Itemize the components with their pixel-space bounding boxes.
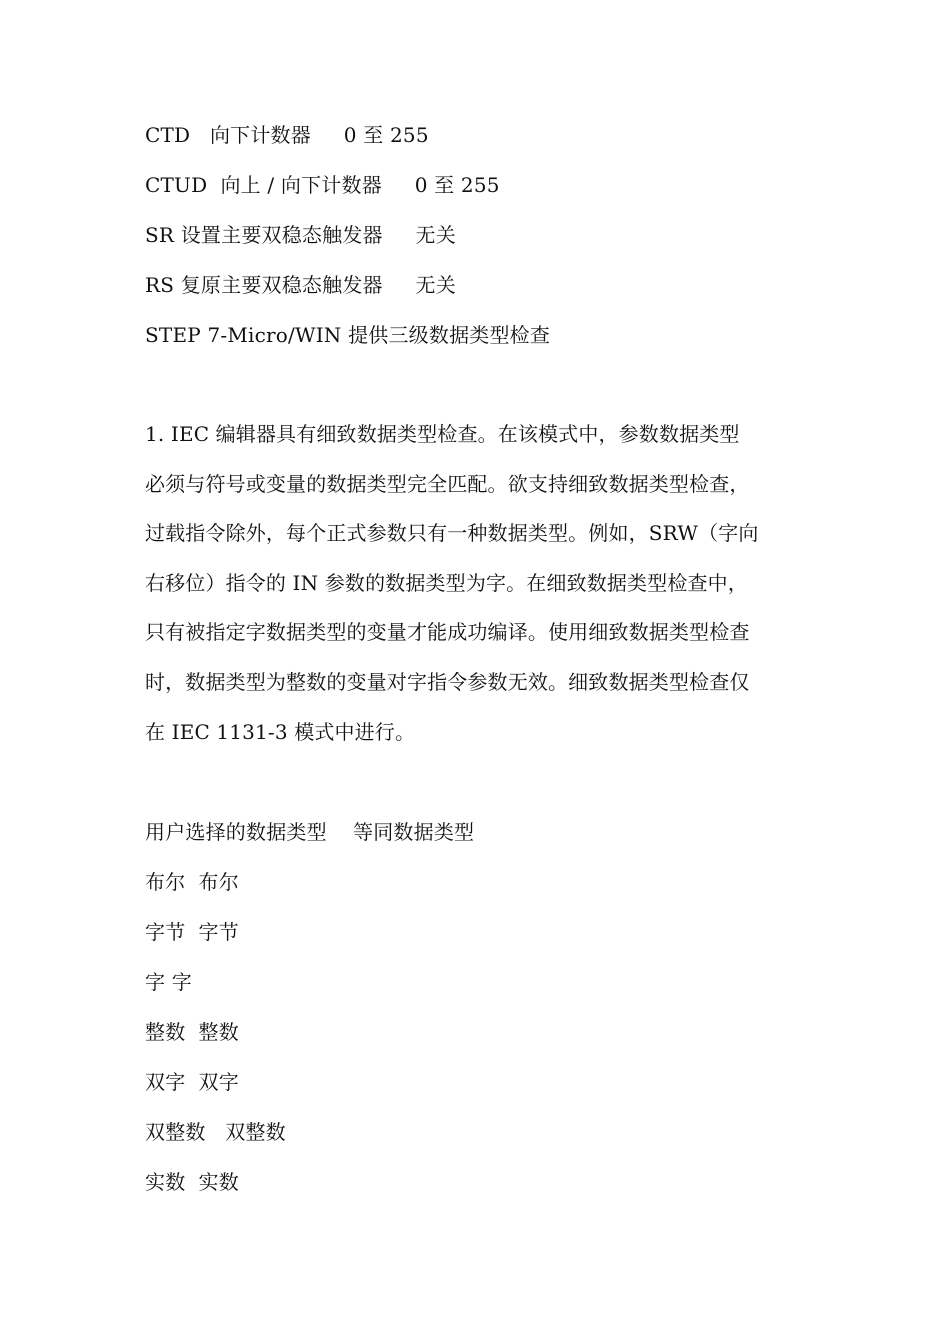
table-row: 双字 双字 bbox=[145, 1070, 239, 1094]
table-row: 布尔 布尔 bbox=[145, 870, 239, 894]
paragraph-line: 右移位）指令的 IN 参数的数据类型为字。在细致数据类型检查中， bbox=[145, 570, 748, 595]
counter-line-rs: RS 复原主要双稳态触发器 无关 bbox=[145, 273, 456, 297]
paragraph-line: 时，数据类型为整数的变量对字指令参数无效。细致数据类型检查仅 bbox=[145, 669, 750, 694]
paragraph-line: 在 IEC 1131-3 模式中进行。 bbox=[145, 719, 416, 744]
table-header: 用户选择的数据类型 等同数据类型 bbox=[145, 820, 475, 844]
counter-line-ctd: CTD 向下计数器 0 至 255 bbox=[145, 123, 429, 147]
table-row: 实数 实数 bbox=[145, 1170, 239, 1194]
paragraph-line: 只有被指定字数据类型的变量才能成功编译。使用细致数据类型检查 bbox=[145, 620, 750, 645]
section-heading: STEP 7-Micro/WIN 提供三级数据类型检查 bbox=[145, 323, 551, 347]
paragraph-line: 过载指令除外，每个正式参数只有一种数据类型。例如，SRW（字向 bbox=[145, 521, 759, 546]
body-paragraph bbox=[145, 410, 810, 757]
table-row: 字 字 bbox=[145, 970, 192, 994]
counter-line-sr: SR 设置主要双稳态触发器 无关 bbox=[145, 223, 456, 247]
table-row: 整数 整数 bbox=[145, 1020, 239, 1044]
table-row: 双整数 双整数 bbox=[145, 1120, 286, 1144]
counter-line-ctud: CTUD 向上 / 向下计数器 0 至 255 bbox=[145, 173, 500, 197]
paragraph-line: 1. IEC 编辑器具有细致数据类型检查。在该模式中，参数数据类型 bbox=[145, 422, 740, 446]
paragraph-line: 必须与符号或变量的数据类型完全匹配。欲支持细致数据类型检查， bbox=[145, 471, 750, 496]
table-row: 字节 字节 bbox=[145, 920, 239, 944]
